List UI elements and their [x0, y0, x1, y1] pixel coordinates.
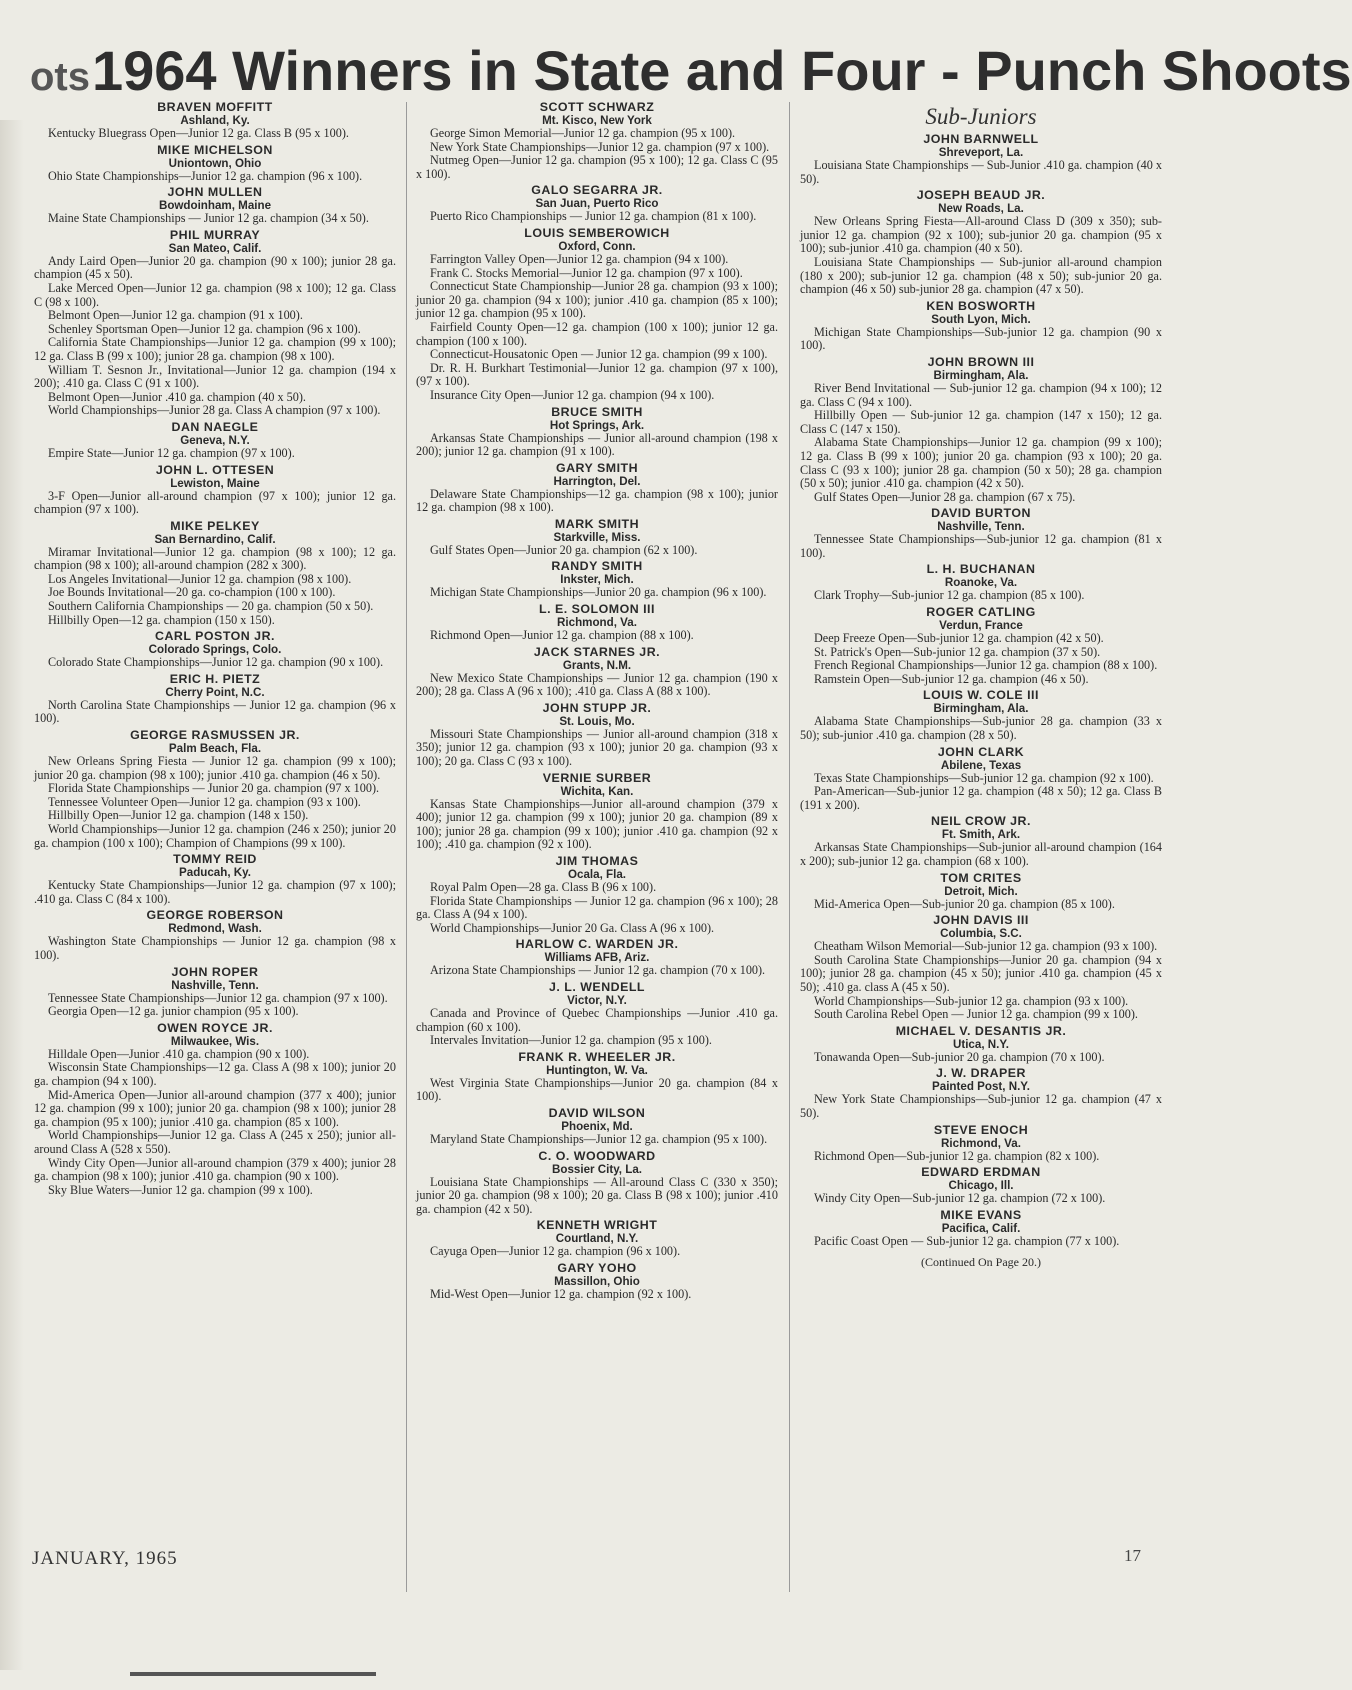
result-line: Arkansas State Championships—Sub-junior all-around champion (164 x 200); sub-junior 12 ga. champion (68 x 100). [800, 840, 1162, 868]
winner-entry [34, 228, 396, 418]
winner-name: ROGER CATLING [926, 605, 1036, 620]
result-line: Royal Palm Open—28 ga. Class B (96 x 100). [430, 880, 657, 894]
winner-name: GARY SMITH [555, 460, 639, 475]
winner-name: BRAVEN MOFFITT [157, 100, 273, 114]
winner-name: C. O. WOODWARD [538, 1148, 656, 1163]
result-line: Southern California Championships — 20 ga. champion (50 x 50). [48, 599, 374, 614]
result-line: Hillbilly Open — Sub-junior 12 ga. champion (147 x 150); 12 ga. Class C (147 x 150). [800, 408, 1162, 436]
winner-name: GARY YOHO [557, 1260, 637, 1275]
result-line: Wisconsin State Championships—12 ga. Class A (98 x 100); junior 20 ga. champion (94 x 100). [34, 1060, 396, 1088]
winner-name: OWEN ROYCE JR. [157, 1020, 273, 1035]
result-line: Kentucky Bluegrass Open—Junior 12 ga. Class B (95 x 100). [48, 126, 349, 140]
result-line: Louisiana State Championships — Sub-Junior .410 ga. champion (40 x 50). [800, 158, 1162, 186]
bottom-rule [130, 1672, 376, 1676]
result-line: Frank C. Stocks Memorial—Junior 12 ga. champion (97 x 100). [430, 265, 743, 280]
result-line: Gulf States Open—Junior 20 ga. champion (62 x 100). [430, 542, 698, 557]
column-1 [34, 100, 396, 1600]
winner-name: DAN NAEGLE [171, 419, 259, 434]
winner-name: GEORGE RASMUSSEN JR. [130, 728, 300, 743]
result-line: New Orleans Spring Fiesta—All-around Class D (309 x 350); sub-junior 12 ga. champion (92 x 100); sub-junior 20 ga. champion (95 x 100); sub-junior .410 ga. champion (40 x 50). [800, 214, 1162, 256]
winner-location: Grants, N.M. [562, 658, 632, 672]
winner-entry [416, 701, 778, 769]
winner-entry [800, 688, 1162, 742]
result-line: French Regional Championships—Junior 12 ga. champion (88 x 100). [814, 658, 1158, 673]
result-line: Andy Laird Open—Junior 20 ga. champion (90 x 100); junior 28 ga. champion (45 x 50). [34, 253, 396, 282]
winner-location: Columbia, S.C. [940, 927, 1022, 941]
winner-name: EDWARD ERDMAN [921, 1165, 1041, 1180]
binding-gutter [0, 120, 24, 1670]
result-line: Schenley Sportsman Open—Junior 12 ga. champion (96 x 100). [48, 321, 361, 336]
winner-name: TOM CRITES [940, 870, 1022, 885]
winner-entry [800, 745, 1162, 813]
result-line: South Carolina State Championships—Junior 20 ga. champion (94 x 100); junior 28 ga. champion (45 x 50); junior .410 ga. champion (45 x 50); .410 ga. class A (45 x 50). [800, 952, 1162, 994]
winner-entry [800, 355, 1162, 504]
result-line: Alabama State Championships—Junior 12 ga. champion (99 x 100); 12 ga. Class B (99 x 100); junior 20 ga. champion (93 x 100); 20 ga. Class C (93 x 100); junior 28 ga. champion (50 x 50); 28 ga. champion (50 x 50); junior .410 ga. champion (42 x 50). [800, 435, 1162, 491]
winner-entry [416, 1218, 778, 1259]
winner-location: New Roads, La. [938, 202, 1024, 216]
winner-location: Richmond, Va. [557, 616, 637, 630]
winner-entry [800, 299, 1162, 353]
column-3 [800, 100, 1162, 1600]
section-heading-sub-juniors: Sub-Juniors [925, 104, 1037, 129]
result-line: Pacific Coast Open — Sub-junior 12 ga. champion (77 x 100). [814, 1233, 1120, 1248]
winner-name: JOHN STUPP JR. [542, 700, 652, 715]
winner-name: TOMMY REID [173, 852, 257, 867]
winner-location: Birmingham, Ala. [933, 368, 1029, 382]
result-line: Joe Bounds Invitational—20 ga. co-champion (100 x 100). [48, 585, 336, 600]
result-line: Washington State Championships — Junior 12 ga. champion (98 x 100). [34, 934, 396, 962]
winner-location: Detroit, Mich. [944, 884, 1018, 898]
winner-location: Shreveport, La. [938, 146, 1024, 159]
winner-name: VERNIE SURBER [542, 770, 652, 785]
winner-location: Williams AFB, Ariz. [544, 951, 650, 965]
winner-name: J. W. DRAPER [936, 1066, 1026, 1081]
result-line: William T. Sesnon Jr., Invitational—Junior 12 ga. champion (194 x 200); .410 ga. Class C (91 x 100). [34, 362, 396, 391]
winner-entry [800, 562, 1162, 603]
result-line: Hillbilly Open—Junior 12 ga. champion (148 x 150). [48, 808, 309, 823]
winner-entry [34, 672, 396, 726]
winner-location: Phoenix, Md. [561, 1119, 633, 1133]
winner-name: CARL POSTON JR. [155, 629, 275, 644]
result-line: Deep Freeze Open—Sub-junior 12 ga. champion (42 x 50). [814, 631, 1104, 646]
winner-location: Pacifica, Calif. [941, 1221, 1021, 1235]
result-line: Arizona State Championships — Junior 12 ga. champion (70 x 100). [430, 963, 766, 978]
winner-name: SCOTT SCHWARZ [539, 100, 655, 114]
column-2 [416, 100, 778, 1600]
winner-name: HARLOW C. WARDEN JR. [515, 937, 679, 952]
winner-entry [34, 852, 396, 906]
result-line: Gulf States Open—Junior 28 ga. champion (67 x 75). [814, 489, 1076, 504]
winner-location: Massillon, Ohio [554, 1274, 640, 1288]
winner-entry [416, 461, 778, 515]
result-line: Ohio State Championships—Junior 12 ga. champion (96 x 100). [48, 168, 363, 183]
winner-location: San Mateo, Calif. [168, 241, 262, 255]
winner-entry [800, 1208, 1162, 1249]
winner-entry [416, 226, 778, 403]
winner-location: Painted Post, N.Y. [932, 1080, 1030, 1094]
winner-entry [34, 100, 396, 141]
winner-location: Roanoke, Va. [944, 576, 1018, 590]
result-line: Los Angeles Invitational—Junior 12 ga. champion (98 x 100). [48, 571, 352, 586]
winner-name: STEVE ENOCH [933, 1122, 1029, 1137]
result-line: Florida State Championships — Junior 20 ga. champion (97 x 100). [48, 781, 380, 796]
result-line: Texas State Championships—Sub-junior 12 ga. champion (92 x 100). [814, 770, 1154, 785]
result-line: South Carolina Rebel Open — Junior 12 ga. champion (99 x 100). [814, 1007, 1138, 1022]
winner-entry [416, 937, 778, 978]
page-number: 17 [1124, 1546, 1141, 1565]
winner-location: Ashland, Ky. [180, 114, 250, 127]
result-line: Alabama State Championships—Sub-junior 28 ga. champion (33 x 50); sub-junior .410 ga. champion (28 x 50). [800, 714, 1162, 743]
winner-entry [800, 1123, 1162, 1164]
winner-location: Ft. Smith, Ark. [941, 828, 1021, 842]
result-line: Hillbilly Open—12 ga. champion (150 x 150). [48, 612, 275, 627]
result-line: New Orleans Spring Fiesta — Junior 12 ga. champion (99 x 100); junior 20 ga. champion (98 x 100); junior .410 ga. champion (46 x 50). [34, 754, 396, 782]
winner-location: Bowdoinham, Maine [158, 199, 272, 213]
winner-location: Ocala, Fla. [568, 868, 626, 881]
winner-location: Lewiston, Maine [170, 476, 260, 490]
result-line: Nutmeg Open—Junior 12 ga. champion (95 x 100); 12 ga. Class C (95 x 100). [416, 153, 778, 181]
winner-name: BRUCE SMITH [551, 404, 643, 419]
result-line: Ramstein Open—Sub-junior 12 ga. champion (46 x 50). [814, 671, 1089, 686]
result-line: Farrington Valley Open—Junior 12 ga. champion (94 x 100). [430, 251, 729, 266]
winner-entry [34, 143, 396, 184]
result-line: Florida State Championships — Junior 12 ga. champion (96 x 100); 28 ga. Class A (94 x 100). [416, 893, 778, 922]
winner-entry [34, 908, 396, 962]
winner-entry [416, 1149, 778, 1217]
winner-entry [34, 728, 396, 850]
winner-entry [416, 854, 778, 935]
winner-name: L. E. SOLOMON III [539, 602, 655, 617]
winner-location: Geneva, N.Y. [180, 433, 250, 447]
winner-name: LOUIS SEMBEROWICH [524, 225, 670, 240]
result-line: Sky Blue Waters—Junior 12 ga. champion (99 x 100). [48, 1182, 313, 1197]
result-line: Louisiana State Championships — All-around Class C (330 x 350); junior 20 ga. champion (98 x 100); 20 ga. Class B (98 x 100); junior .410 ga. champion (42 x 50). [416, 1174, 778, 1216]
result-line: River Bend Invitational — Sub-junior 12 ga. champion (94 x 100); 12 ga. Class C (94 x 100). [800, 380, 1162, 409]
winner-name: JOHN MULLEN [167, 185, 263, 200]
result-line: Missouri State Championships — Junior all-around champion (318 x 350); junior 12 ga. champion (93 x 100); junior 20 ga. champion (93 x 100); 20 ga. Class C (93 x 100). [416, 726, 778, 769]
winner-name: JOHN BROWN III [927, 354, 1035, 369]
winner-entry [800, 913, 1162, 1022]
result-line: Tennessee State Championships—Junior 12 ga. champion (97 x 100). [48, 990, 388, 1005]
result-line: Delaware State Championships—12 ga. champion (98 x 100); junior 12 ga. champion (98 x 100). [416, 486, 778, 515]
winner-location: Cherry Point, N.C. [165, 685, 265, 699]
result-line: Hilldale Open—Junior .410 ga. champion (90 x 100). [48, 1046, 310, 1061]
winner-name: ERIC H. PIETZ [169, 671, 261, 686]
result-line: Mid-America Open—Junior all-around champion (377 x 400); junior 12 ga. champion (99 x 100); junior 20 ga. champion (98 x 100); junior 28 ga. champion (95 x 100); junior .410 ga. champion (85 x 100). [34, 1087, 396, 1129]
result-line: George Simon Memorial—Junior 12 ga. champion (95 x 100). [430, 126, 736, 140]
winner-location: Harrington, Del. [553, 474, 641, 488]
winner-name: JIM THOMAS [555, 854, 639, 868]
winner-location: Hot Springs, Ark. [549, 418, 645, 432]
winner-name: NEIL CROW JR. [931, 814, 1031, 829]
winner-name: JOSEPH BEAUD JR. [916, 188, 1046, 203]
winner-location: Oxford, Conn. [558, 239, 636, 253]
result-line: California State Championships—Junior 12 ga. champion (99 x 100); 12 ga. Class B (99 x 100); junior 28 ga. champion (98 x 100). [34, 335, 396, 363]
result-line: Insurance City Open—Junior 12 ga. champion (94 x 100). [430, 387, 715, 402]
winner-name: KEN BOSWORTH [926, 298, 1036, 313]
result-line: Kansas State Championships—Junior all-around champion (379 x 400); junior 12 ga. champion (99 x 100); junior 20 ga. champion (89 x 100); junior 28 ga. champion (99 x 100); junior .410 ga. champion (92 x 100); .410 ga. champion (92 x 100). [416, 796, 778, 852]
winner-entry [416, 602, 778, 643]
winner-name: L. H. BUCHANAN [926, 562, 1036, 577]
result-line: Arkansas State Championships — Junior all-around champion (198 x 200); junior 12 ga. champion (91 x 100). [416, 430, 778, 459]
winner-entry [416, 559, 778, 600]
result-line: Intervales Invitation—Junior 12 ga. champion (95 x 100). [430, 1033, 712, 1048]
result-line: World Championships—Junior 12 ga. champion (246 x 250); junior 20 ga. champion (100 x 100); Champion of Champions (99 x 100). [34, 822, 396, 850]
winner-entry [416, 183, 778, 224]
winner-entry [416, 645, 778, 699]
winner-entry [34, 185, 396, 226]
result-line: New York State Championships—Junior 12 ga. champion (97 x 100). [430, 139, 770, 154]
result-line: Windy City Open—Junior all-around champion (379 x 400); junior 28 ga. champion (98 x 100); junior .410 ga. champion (90 x 100). [34, 1155, 396, 1184]
result-line: Maryland State Championships—Junior 12 ga. champion (95 x 100). [430, 1131, 768, 1146]
winner-location: Victor, N.Y. [567, 993, 627, 1007]
result-line: Kentucky State Championships—Junior 12 ga. champion (97 x 100); .410 ga. Class C (84 x 100). [34, 878, 396, 906]
result-line: Canada and Province of Quebec Championships —Junior .410 ga. champion (60 x 100). [416, 1005, 778, 1034]
result-line: World Championships—Junior 20 Ga. Class A (96 x 100). [430, 920, 715, 935]
result-line: Richmond Open—Sub-junior 12 ga. champion (82 x 100). [814, 1148, 1100, 1163]
result-line: Empire State—Junior 12 ga. champion (97 x 100). [48, 445, 295, 460]
winner-entry [34, 629, 396, 670]
column-divider [406, 102, 407, 1592]
winner-name: FRANK R. WHEELER JR. [518, 1049, 676, 1064]
winner-entry [800, 1165, 1162, 1206]
result-line: Georgia Open—12 ga. junior champion (95 x 100). [48, 1004, 299, 1019]
winner-name: J. L. WENDELL [549, 979, 645, 994]
winner-location: Nashville, Tenn. [937, 520, 1025, 534]
result-line: World Championships—Junior 28 ga. Class A champion (97 x 100). [48, 403, 381, 418]
result-line: 3-F Open—Junior all-around champion (97 x 100); junior 12 ga. champion (97 x 100). [34, 488, 396, 517]
winner-name: DAVID WILSON [548, 1105, 646, 1120]
winner-name: JOHN L. OTTESEN [155, 462, 275, 477]
winner-location: San Juan, Puerto Rico [535, 197, 659, 211]
result-line: New Mexico State Championships — Junior 12 ga. champion (190 x 200); 28 ga. Class A (96 x 100); .410 ga. Class A (88 x 100). [416, 670, 778, 699]
winner-entry [800, 188, 1162, 297]
result-line: Windy City Open—Sub-junior 12 ga. champion (72 x 100). [814, 1191, 1106, 1206]
winner-name: GALO SEGARRA JR. [531, 183, 663, 198]
result-line: Tennessee State Championships—Sub-junior 12 ga. champion (81 x 100). [800, 532, 1162, 560]
headline-title: 1964 Winners in State and Four - Punch Shoots [92, 39, 1352, 102]
winner-name: JOHN CLARK [937, 744, 1025, 759]
winner-name: KENNETH WRIGHT [536, 1218, 658, 1233]
winner-location: Verdun, France [939, 619, 1023, 633]
winner-name: RANDY SMITH [551, 559, 643, 574]
continued-note: (Continued On Page 20.) [921, 1255, 1041, 1270]
winner-entry [800, 814, 1162, 868]
winner-entry [800, 132, 1162, 186]
winner-entry [34, 965, 396, 1019]
winner-entry [34, 519, 396, 628]
result-line: Dr. R. H. Burkhart Testimonial—Junior 12 ga. champion (97 x 100), (97 x 100). [416, 360, 778, 389]
winner-name: GEORGE ROBERSON [146, 908, 284, 923]
result-line: Tonawanda Open—Sub-junior 20 ga. champion (70 x 100). [814, 1049, 1105, 1064]
winner-entry [416, 100, 778, 181]
winner-name: MIKE EVANS [940, 1207, 1022, 1222]
winner-name: DAVID BURTON [931, 506, 1031, 521]
winner-location: Inkster, Mich. [560, 573, 634, 587]
issue-date: JANUARY, 1965 [32, 1548, 178, 1569]
winner-location: Colorado Springs, Colo. [148, 643, 282, 657]
winner-name: LOUIS W. COLE III [923, 688, 1039, 703]
winner-location: Huntington, W. Va. [546, 1063, 648, 1077]
result-line: World Championships—Sub-junior 12 ga. champion (93 x 100). [814, 993, 1129, 1008]
result-line: Colorado State Championships—Junior 12 ga. champion (90 x 100). [48, 655, 384, 670]
result-line: Fairfield County Open—12 ga. champion (100 x 100); junior 12 ga. champion (100 x 100). [416, 319, 778, 348]
result-line: Cheatham Wilson Memorial—Sub-junior 12 ga. champion (93 x 100). [814, 939, 1158, 954]
winner-entry [800, 506, 1162, 560]
winner-location: Chicago, Ill. [948, 1179, 1014, 1193]
winner-entry [800, 1066, 1162, 1120]
winner-location: Redmond, Wash. [168, 922, 262, 936]
result-line: Clark Trophy—Sub-junior 12 ga. champion (85 x 100). [814, 588, 1085, 603]
result-line: World Championships—Junior 12 ga. Class A (245 x 250); junior all-around Class A (528 x 550). [34, 1128, 396, 1156]
winner-name: MIKE MICHELSON [157, 142, 273, 157]
winner-location: Milwaukee, Wis. [170, 1034, 260, 1048]
result-line: West Virginia State Championships—Junior 20 ga. champion (84 x 100). [416, 1075, 778, 1104]
result-line: Richmond Open—Junior 12 ga. champion (88 x 100). [430, 628, 694, 643]
winner-location: Courtland, N.Y. [555, 1232, 639, 1246]
result-line: Connecticut-Housatonic Open — Junior 12 ga. champion (99 x 100). [430, 347, 768, 362]
winner-entry [416, 980, 778, 1048]
result-line: Mid-West Open—Junior 12 ga. champion (92 x 100). [430, 1286, 692, 1301]
winner-name: MIKE PELKEY [170, 518, 260, 533]
winner-location: Palm Beach, Fla. [168, 742, 262, 756]
result-line: Puerto Rico Championships — Junior 12 ga. champion (81 x 100). [430, 209, 757, 224]
result-line: Belmont Open—Junior 12 ga. champion (91 x 100). [48, 308, 303, 323]
winner-location: Nashville, Tenn. [171, 978, 259, 992]
winner-entry [34, 463, 396, 517]
winner-location: Mt. Kisco, New York [542, 114, 652, 127]
winner-entry [800, 1024, 1162, 1065]
winner-location: St. Louis, Mo. [559, 714, 635, 728]
winner-entry [800, 871, 1162, 912]
page-headline [30, 36, 1352, 106]
result-line: New York State Championships—Sub-junior 12 ga. champion (47 x 50). [800, 1092, 1162, 1120]
result-line: North Carolina State Championships — Junior 12 ga. champion (96 x 100). [34, 697, 396, 726]
result-line: Tennessee Volunteer Open—Junior 12 ga. champion (93 x 100). [48, 794, 361, 809]
winner-entry [416, 1106, 778, 1147]
winner-entry [416, 405, 778, 459]
winner-entry [800, 605, 1162, 686]
result-line: Miramar Invitational—Junior 12 ga. champion (98 x 100); 12 ga. champion (98 x 100); all-around champion (282 x 300). [34, 544, 396, 573]
winner-location: Wichita, Kan. [560, 784, 634, 798]
winner-name: MICHAEL V. DESANTIS JR. [895, 1023, 1067, 1038]
winner-location: Utica, N.Y. [952, 1037, 1010, 1051]
winner-location: Abilene, Texas [940, 758, 1022, 772]
winner-location: South Lyon, Mich. [931, 312, 1031, 326]
winner-location: Richmond, Va. [941, 1136, 1021, 1150]
winner-name: JACK STARNES JR. [533, 644, 661, 659]
result-line: Belmont Open—Junior .410 ga. champion (40 x 50). [48, 389, 306, 404]
winner-entry [34, 1021, 396, 1198]
winner-location: San Bernardino, Calif. [154, 532, 276, 546]
result-line: St. Patrick's Open—Sub-junior 12 ga. champion (37 x 50). [814, 644, 1101, 659]
result-line: Louisiana State Championships — Sub-junior all-around champion (180 x 200); sub-junior 12 ga. champion (48 x 50); sub-junior 20 ga. champion (46 x 50) sub-junior 28 ga. champion (47 x 50). [800, 254, 1162, 297]
winner-name: MARK SMITH [554, 516, 640, 531]
winner-entry [416, 1050, 778, 1104]
result-line: Cayuga Open—Junior 12 ga. champion (96 x 100). [430, 1244, 681, 1259]
winner-name: JOHN DAVIS III [933, 913, 1029, 928]
result-line: Connecticut State Championship—Junior 28 ga. champion (93 x 100); junior 20 ga. champion (94 x 100); junior .410 ga. champion (85 x 100); junior 12 ga. champion (95 x 100). [416, 279, 778, 321]
winner-location: Uniontown, Ohio [168, 156, 262, 170]
winner-entry [34, 420, 396, 461]
result-line: Michigan State Championships—Sub-junior 12 ga. champion (90 x 100). [800, 324, 1162, 353]
winner-entry [416, 771, 778, 852]
winner-location: Starkville, Miss. [553, 530, 641, 544]
result-line: Lake Merced Open—Junior 12 ga. champion (98 x 100); 12 ga. Class C (98 x 100). [34, 280, 396, 309]
winner-entry [416, 1261, 778, 1302]
winner-location: Paducah, Ky. [179, 866, 251, 880]
winner-entry [416, 517, 778, 558]
headline-fragment: ots [30, 55, 90, 99]
winner-name: JOHN ROPER [171, 964, 259, 979]
result-line: Pan-American—Sub-junior 12 ga. champion (48 x 50); 12 ga. Class B (191 x 200). [800, 784, 1162, 812]
winner-name: JOHN BARNWELL [923, 132, 1039, 146]
result-line: Maine State Championships — Junior 12 ga. champion (34 x 50). [48, 211, 369, 226]
winner-name: PHIL MURRAY [169, 227, 261, 242]
result-line: Michigan State Championships—Junior 20 ga. champion (96 x 100). [430, 585, 767, 600]
result-line: Mid-America Open—Sub-junior 20 ga. champion (85 x 100). [814, 896, 1115, 911]
winner-location: Bossier City, La. [552, 1162, 642, 1176]
column-divider [789, 102, 790, 1592]
winner-location: Birmingham, Ala. [933, 702, 1029, 716]
